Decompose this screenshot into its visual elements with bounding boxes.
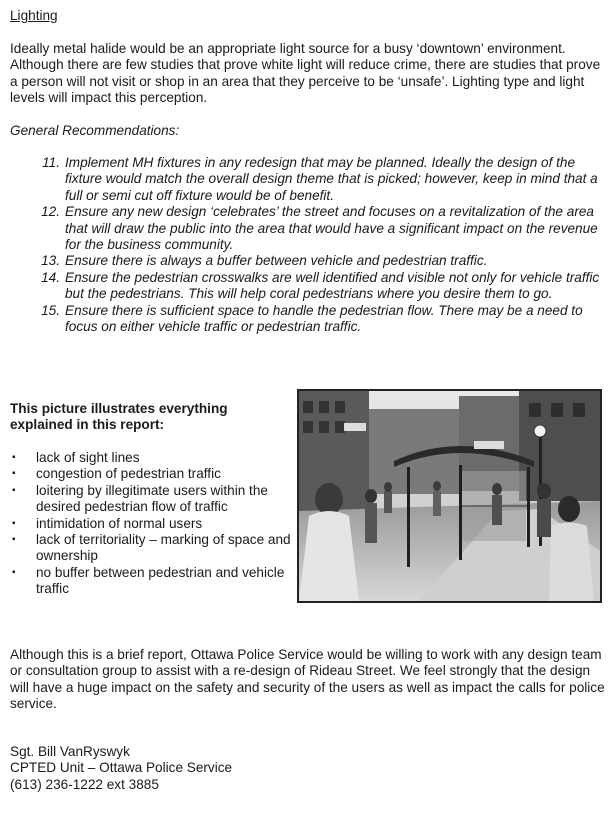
signature-phone: (613) 236-1222 ext 3885: [10, 776, 159, 792]
street-scene-photo: [297, 389, 602, 603]
issue-text: congestion of pedestrian traffic: [36, 466, 221, 482]
bullet-icon: ▪: [12, 566, 16, 578]
recommendation-item: [10, 270, 608, 303]
bullet-icon: ▪: [12, 452, 16, 463]
picture-caption: This picture illustrates everything explained in this report:: [10, 401, 228, 433]
issue-text: no buffer between pedestrian and vehicle traffic: [36, 564, 285, 597]
bullet-icon: ▪: [12, 468, 16, 480]
intro-paragraph: Ideally metal halide would be an appropriate light source for a busy ‘downtown’ environment. Although there are few studies that prove white light will reduce crime, there are studies that prove a person will not visit or shop in an area that they perceive to be ‘unsafe’. Lighting type and light levels will impact this perception.: [10, 41, 601, 106]
recommendation-text: Ensure there is always a buffer between vehicle and pedestrian traffic.: [65, 253, 488, 269]
bullet-icon: ▪: [12, 484, 16, 496]
recommendation-item: [10, 303, 608, 336]
recommendation-number: 14.: [41, 269, 60, 285]
signature-block: [10, 744, 232, 793]
signature-name: Sgt. Bill VanRyswyk: [10, 744, 130, 759]
recommendations-list: [10, 155, 608, 335]
issue-item: [10, 565, 292, 598]
issue-text: lack of territoriality – marking of space and ownership: [36, 532, 291, 564]
issue-text: intimidation of normal users: [36, 515, 203, 531]
recommendation-item: [10, 253, 608, 269]
closing-paragraph: Although this is a brief report, Ottawa Police Service would be willing to work with any design team or consultation group to assist with a re-design of Rideau Street. We feel strongly that the design will have a huge impact on the safety and security of the users as well as impact the calls for police service.: [10, 647, 605, 712]
recommendation-number: 11.: [42, 155, 60, 170]
recommendation-text: Ensure any new design ‘celebrates’ the street and focuses on a revitalization of the area that will draw the public into the area that would have a significant impact on the revenue for the business community.: [65, 204, 598, 253]
issue-text: lack of sight lines: [36, 450, 140, 465]
recommendation-item: [10, 155, 608, 204]
bullet-icon: ▪: [12, 534, 16, 546]
issue-item: [10, 483, 292, 516]
bullet-icon: ▪: [12, 517, 16, 529]
recommendation-item: [10, 204, 608, 253]
issue-item: [10, 466, 292, 482]
picture-issues-list: [10, 450, 292, 598]
recommendation-text: Ensure the pedestrian crosswalks are well identified and visible not only for vehicle traffic but the pedestrians. This will help coral pedestrians where you desire them to go.: [65, 269, 600, 302]
issue-item: [10, 450, 292, 466]
signature-unit: CPTED Unit – Ottawa Police Service: [10, 760, 233, 776]
issue-text: loitering by illegitimate users within the desired pedestrian flow of traffic: [36, 482, 268, 515]
recommendation-text: Implement MH fixtures in any redesign that may be planned. Ideally the design of the fixture would match the overall design theme that is picked; however, keep in mind that a full or semi cut off fixture would be of benefit.: [65, 155, 598, 203]
recommendation-number: 12.: [41, 204, 60, 220]
street-scene-illustration: [299, 391, 600, 601]
recommendation-text: Ensure there is sufficient space to handle the pedestrian flow. There may be a need to focus on either vehicle traffic or pedestrian traffic.: [65, 302, 583, 335]
recommendation-number: 15.: [41, 302, 60, 318]
issue-item: [10, 516, 292, 532]
issue-item: [10, 532, 292, 565]
section-heading: Lighting: [10, 8, 58, 23]
general-recommendations-label: General Recommendations:: [10, 123, 180, 138]
recommendation-number: 13.: [41, 253, 60, 269]
